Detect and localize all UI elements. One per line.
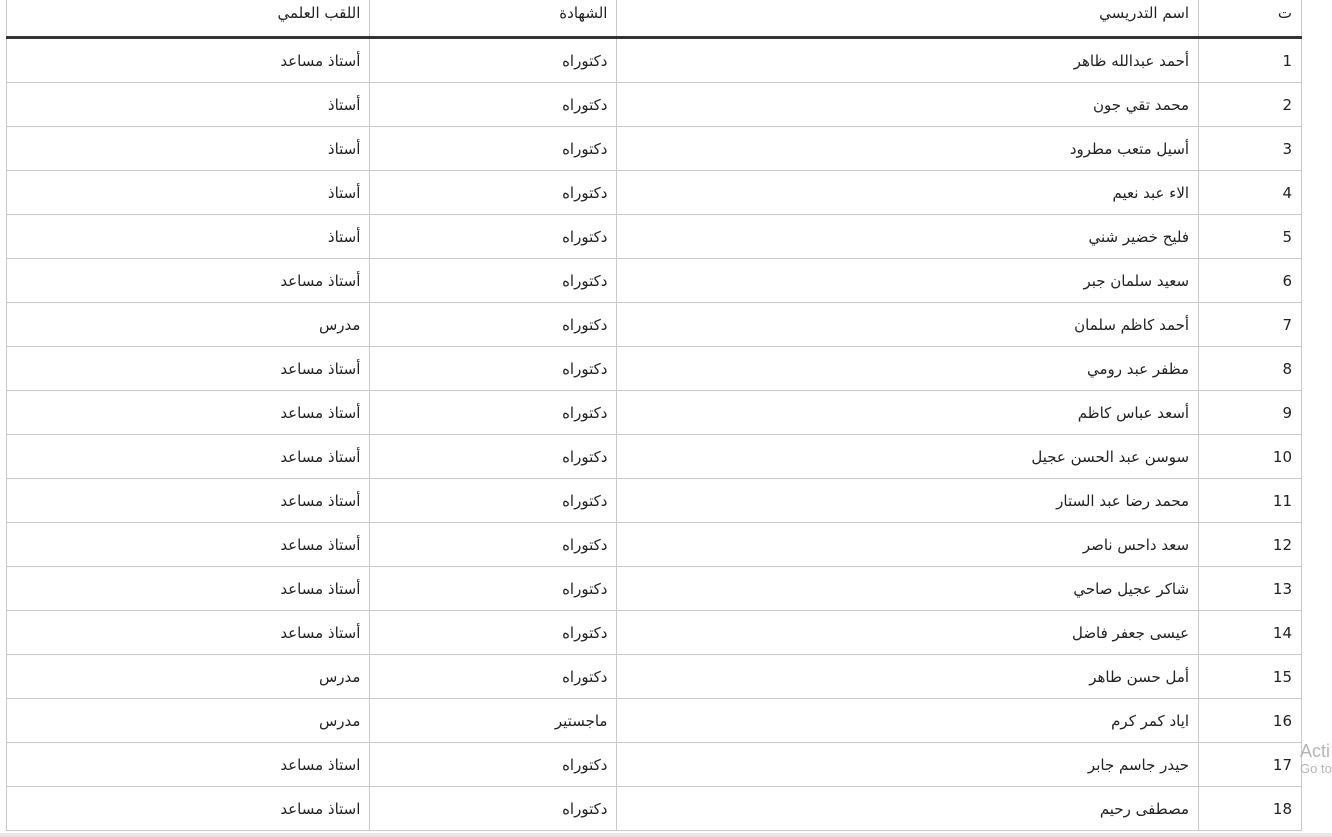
cell-degree: دكتوراه (370, 611, 617, 655)
cell-num: 10 (1199, 435, 1302, 479)
table-row (7, 567, 1302, 611)
table-row (7, 83, 1302, 127)
cell-title: استاذ مساعد (7, 743, 370, 787)
cell-degree: دكتوراه (370, 479, 617, 523)
cell-num: 8 (1199, 347, 1302, 391)
cell-num: 6 (1199, 259, 1302, 303)
cell-num: 15 (1199, 655, 1302, 699)
cell-degree: دكتوراه (370, 523, 617, 567)
cell-num: 17 (1199, 743, 1302, 787)
cell-name: أحمد عبدالله ظاهر (617, 38, 1199, 83)
cell-title: مدرس (7, 699, 370, 743)
cell-name: سعيد سلمان جبر (617, 259, 1199, 303)
table-row (7, 347, 1302, 391)
table-row (7, 127, 1302, 171)
cell-title: مدرس (7, 303, 370, 347)
cell-degree: دكتوراه (370, 38, 617, 83)
table-row (7, 787, 1302, 831)
cell-name: مظفر عبد رومي (617, 347, 1199, 391)
cell-title: أستاذ (7, 215, 370, 259)
cell-degree: دكتوراه (370, 259, 617, 303)
cell-degree: دكتوراه (370, 787, 617, 831)
cell-degree: دكتوراه (370, 215, 617, 259)
cell-name: سوسن عبد الحسن عجيل (617, 435, 1199, 479)
table-header-row (7, 0, 1302, 38)
cell-degree: دكتوراه (370, 127, 617, 171)
cell-num: 7 (1199, 303, 1302, 347)
cell-name: سعد داحس ناصر (617, 523, 1199, 567)
cell-degree: دكتوراه (370, 655, 617, 699)
header-name: اسم التدريسي (617, 0, 1199, 38)
table-row (7, 38, 1302, 83)
table-row (7, 523, 1302, 567)
cell-degree: دكتوراه (370, 83, 617, 127)
header-degree: الشهادة (370, 0, 617, 38)
cell-name: مصطفى رحيم (617, 787, 1199, 831)
header-num: ت (1199, 0, 1302, 38)
cell-num: 12 (1199, 523, 1302, 567)
cell-num: 4 (1199, 171, 1302, 215)
table-row (7, 391, 1302, 435)
cell-degree: دكتوراه (370, 435, 617, 479)
staff-table (6, 0, 1302, 831)
cell-num: 9 (1199, 391, 1302, 435)
cell-degree: دكتوراه (370, 171, 617, 215)
cell-title: أستاذ مساعد (7, 347, 370, 391)
cell-name: عيسى جعفر فاضل (617, 611, 1199, 655)
cell-num: 2 (1199, 83, 1302, 127)
cell-name: حيدر جاسم جابر (617, 743, 1199, 787)
cell-degree: دكتوراه (370, 303, 617, 347)
table-row (7, 259, 1302, 303)
cell-name: أسيل متعب مطرود (617, 127, 1199, 171)
table-row (7, 743, 1302, 787)
table-row (7, 435, 1302, 479)
table-row (7, 303, 1302, 347)
cell-title: أستاذ مساعد (7, 523, 370, 567)
table-row (7, 215, 1302, 259)
cell-title: أستاذ مساعد (7, 38, 370, 83)
cell-title: أستاذ مساعد (7, 435, 370, 479)
cell-title: أستاذ (7, 83, 370, 127)
cell-title: أستاذ مساعد (7, 611, 370, 655)
table-row (7, 479, 1302, 523)
table-body (7, 38, 1302, 831)
cell-name: اياد كمر كرم (617, 699, 1199, 743)
cell-name: محمد رضا عبد الستار (617, 479, 1199, 523)
cell-degree: دكتوراه (370, 567, 617, 611)
cell-name: الاء عبد نعيم (617, 171, 1199, 215)
cell-degree: دكتوراه (370, 743, 617, 787)
cell-title: أستاذ مساعد (7, 259, 370, 303)
cell-title: أستاذ مساعد (7, 567, 370, 611)
cell-name: أحمد كاظم سلمان (617, 303, 1199, 347)
cell-name: شاكر عجيل صاحي (617, 567, 1199, 611)
cell-num: 3 (1199, 127, 1302, 171)
cell-degree: دكتوراه (370, 347, 617, 391)
cell-num: 11 (1199, 479, 1302, 523)
cell-name: أسعد عباس كاظم (617, 391, 1199, 435)
cell-degree: ماجستير (370, 699, 617, 743)
cell-title: مدرس (7, 655, 370, 699)
table-row (7, 699, 1302, 743)
cell-num: 13 (1199, 567, 1302, 611)
cell-title: أستاذ مساعد (7, 391, 370, 435)
watermark-line2: Go to (1300, 760, 1332, 776)
header-title: اللقب العلمي (7, 0, 370, 38)
cell-title: أستاذ مساعد (7, 479, 370, 523)
cell-name: فليح خضير شني (617, 215, 1199, 259)
cell-name: أمل حسن طاهر (617, 655, 1199, 699)
cell-degree: دكتوراه (370, 391, 617, 435)
cell-title: أستاذ (7, 171, 370, 215)
watermark-line1: Acti (1300, 741, 1331, 761)
table-row (7, 655, 1302, 699)
cell-name: محمد تقي جون (617, 83, 1199, 127)
cell-num: 1 (1199, 38, 1302, 83)
table-row (7, 611, 1302, 655)
horizontal-scrollbar[interactable] (0, 833, 1332, 837)
cell-title: أستاذ (7, 127, 370, 171)
cell-num: 14 (1199, 611, 1302, 655)
table-row (7, 171, 1302, 215)
cell-num: 5 (1199, 215, 1302, 259)
cell-num: 16 (1199, 699, 1302, 743)
cell-num: 18 (1199, 787, 1302, 831)
cell-title: استاذ مساعد (7, 787, 370, 831)
activation-watermark (1300, 742, 1332, 776)
